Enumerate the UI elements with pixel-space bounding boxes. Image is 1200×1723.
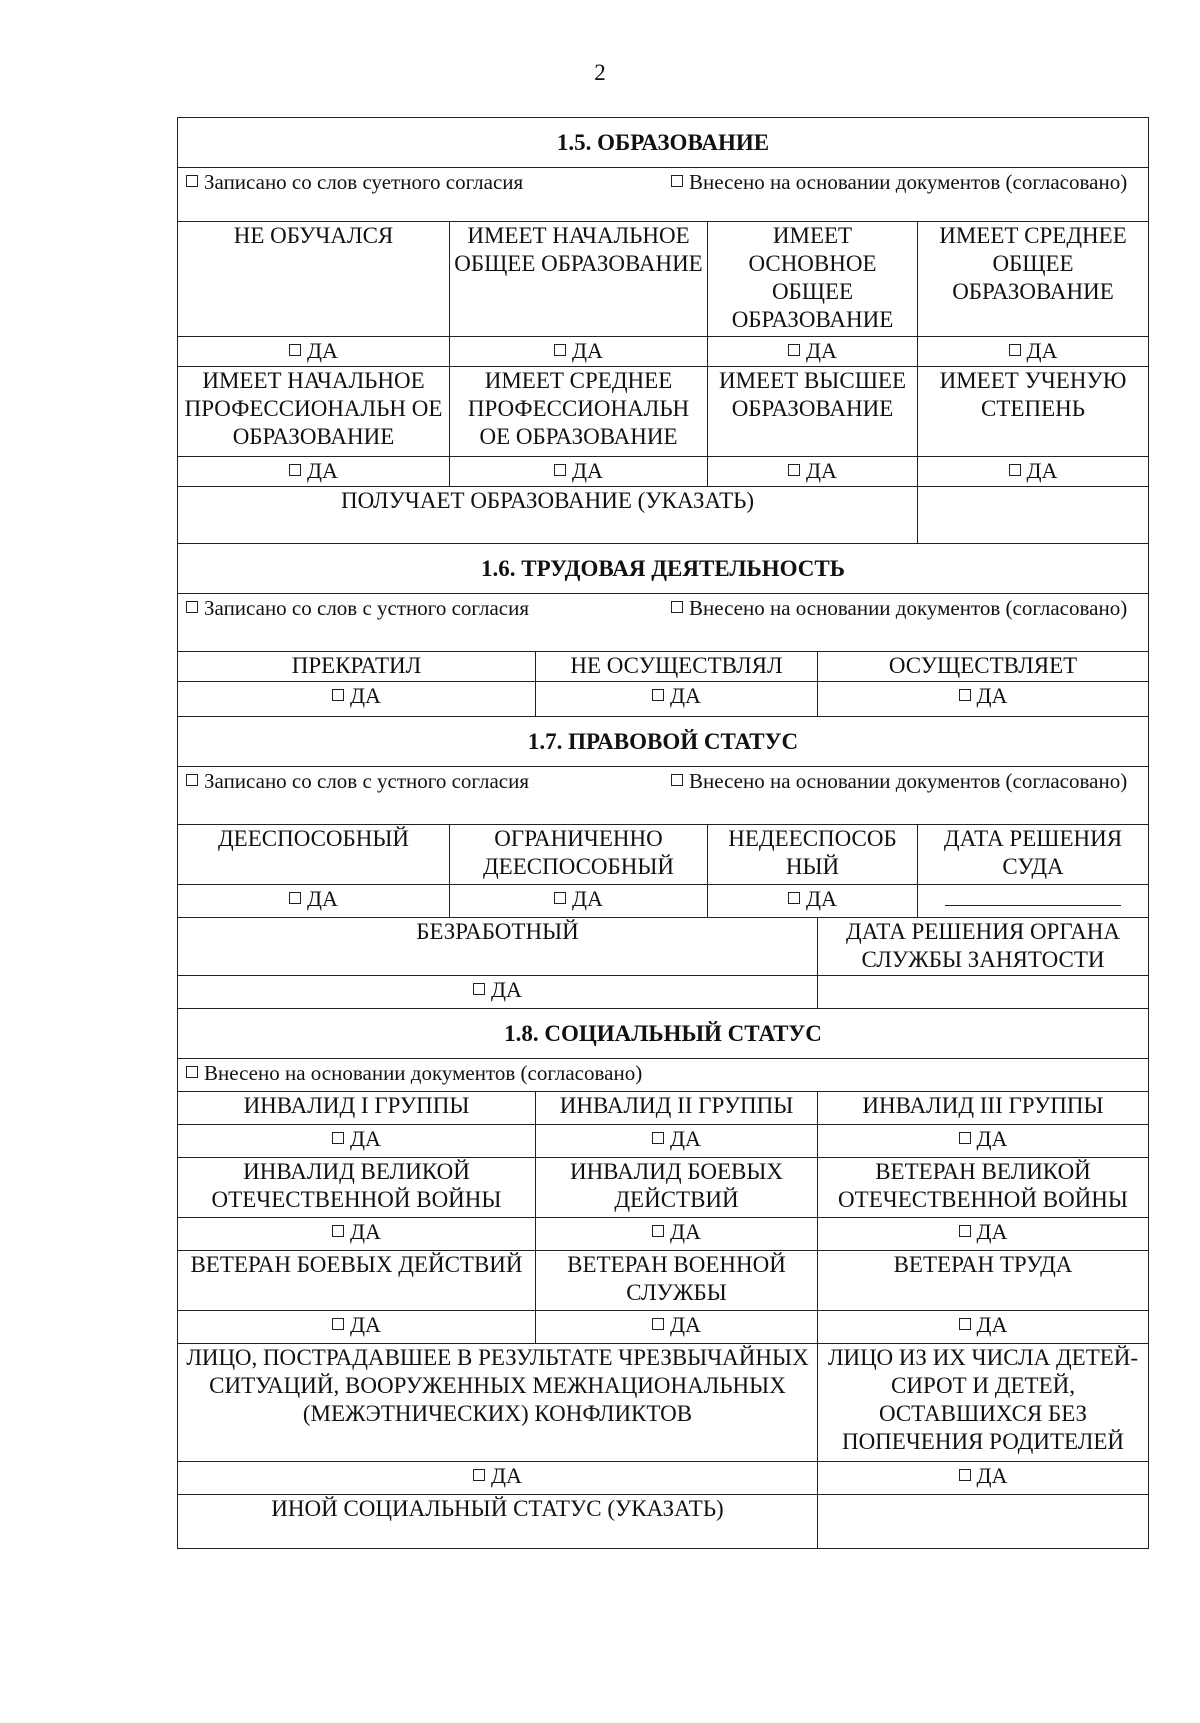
legal-documents-option[interactable]: Внесено на основании документов (согласовано) — [663, 767, 1148, 824]
veteran-row — [178, 1251, 1148, 1311]
yes-option[interactable]: ДА — [536, 1311, 818, 1343]
other-status-row — [178, 1495, 1148, 1548]
yes-option[interactable]: ДА — [178, 682, 536, 716]
yes-option[interactable]: ДА — [178, 1125, 536, 1157]
education-yes-row-2 — [178, 457, 1148, 487]
labor-documents-option[interactable]: Внесено на основании документов (согласовано) — [663, 594, 1148, 651]
section-social-title-row — [178, 1009, 1148, 1059]
checkbox-icon[interactable] — [332, 1132, 344, 1144]
checkbox-icon[interactable] — [332, 1225, 344, 1237]
labor-veteran-label: ВЕТЕРАН ТРУДА — [893, 1252, 1073, 1277]
war-status-yes-row — [178, 1218, 1148, 1251]
checkbox-icon[interactable] — [289, 464, 301, 476]
yes-option[interactable]: ДА — [178, 337, 450, 366]
education-verbal-consent-option[interactable]: Записано со слов суетного согласия — [178, 168, 663, 221]
checkbox-icon[interactable] — [332, 689, 344, 701]
receiving-education-label: ПОЛУЧАЕТ ОБРАЗОВАНИЕ (УКАЗАТЬ) — [178, 487, 918, 543]
combat-veteran-label: ВЕТЕРАН БОЕВЫХ ДЕЙСТВИЙ — [178, 1251, 536, 1310]
working-label: ОСУЩЕСТВЛЯЕТ — [888, 653, 1078, 678]
checkbox-icon[interactable] — [473, 983, 485, 995]
other-social-status-field[interactable] — [818, 1495, 1148, 1548]
limited-capable-label: ОГРАНИЧЕННО ДЕЕСПОСОБНЫЙ — [450, 825, 708, 884]
checkbox-icon[interactable] — [186, 601, 198, 613]
military-veteran-label: ВЕТЕРАН ВОЕННОЙ СЛУЖБЫ — [536, 1251, 818, 1310]
legal-capacity-row — [178, 825, 1148, 885]
stopped-label: ПРЕКРАТИЛ — [178, 652, 536, 681]
other-social-status-label: ИНОЙ СОЦИАЛЬНЫЙ СТАТУС (УКАЗАТЬ) — [178, 1495, 818, 1548]
disability-row — [178, 1092, 1148, 1125]
yes-option[interactable]: ДА — [178, 457, 450, 486]
checkbox-icon[interactable] — [788, 344, 800, 356]
checkbox-icon[interactable] — [554, 344, 566, 356]
checkbox-icon[interactable] — [959, 1225, 971, 1237]
yes-option[interactable]: ДА — [536, 1218, 818, 1250]
education-levels-row-2 — [178, 367, 1148, 457]
labor-yes-row — [178, 682, 1148, 717]
checkbox-icon[interactable] — [1009, 344, 1021, 356]
yes-option[interactable]: ДА — [536, 682, 818, 716]
court-decision-date-field[interactable] — [918, 885, 1148, 917]
checkbox-icon[interactable] — [652, 1132, 664, 1144]
yes-option[interactable]: ДА — [708, 457, 918, 486]
education-levels-row-1 — [178, 222, 1148, 337]
incapable-label: НЕДЕЕСПОСОБ НЫЙ — [708, 825, 918, 884]
employment-service-date-field[interactable] — [818, 976, 1148, 1008]
checkbox-icon[interactable] — [652, 1318, 664, 1330]
section-education-title-row — [178, 118, 1148, 168]
not-studied-label: НЕ ОБУЧАЛСЯ — [178, 222, 450, 336]
form-table — [177, 117, 1149, 1549]
yes-option[interactable]: ДА — [918, 457, 1148, 486]
labor-status-row — [178, 652, 1148, 682]
legal-yes-row — [178, 885, 1148, 918]
education-documents-option[interactable]: Внесено на основании документов (согласовано) — [663, 168, 1148, 221]
court-decision-date-label: ДАТА РЕШЕНИЯ СУДА — [943, 826, 1123, 879]
checkbox-icon[interactable] — [959, 1469, 971, 1481]
checkbox-icon[interactable] — [671, 175, 683, 187]
yes-option[interactable]: ДА — [178, 976, 818, 1008]
checkbox-icon[interactable] — [554, 464, 566, 476]
yes-option[interactable]: ДА — [708, 337, 918, 366]
checkbox-icon[interactable] — [671, 774, 683, 786]
section-social-title: 1.8. СОЦИАЛЬНЫЙ СТАТУС — [504, 1020, 822, 1046]
emergency-orphan-yes-row — [178, 1462, 1148, 1495]
war-status-row — [178, 1158, 1148, 1218]
disability-group-2-label: ИНВАЛИД II ГРУППЫ — [536, 1092, 818, 1124]
emergency-victim-label: ЛИЦО, ПОСТРАДАВШЕЕ В РЕЗУЛЬТАТЕ ЧРЕЗВЫЧАЙНЫХ СИТУАЦИЙ, ВООРУЖЕННЫХ МЕЖНАЦИОНАЛЬНЫХ (МЕЖЭТНИЧЕСКИХ) КОНФЛИКТОВ — [178, 1344, 818, 1461]
checkbox-icon[interactable] — [959, 1318, 971, 1330]
checkbox-icon[interactable] — [652, 1225, 664, 1237]
combat-disabled-label: ИНВАЛИД БОЕВЫХ ДЕЙСТВИЙ — [536, 1158, 818, 1217]
labor-verbal-consent-option[interactable]: Записано со слов с устного согласия — [178, 594, 663, 651]
section-labor-title: 1.6. ТРУДОВАЯ ДЕЯТЕЛЬНОСТЬ — [481, 555, 845, 581]
legal-source-row — [178, 767, 1148, 825]
orphan-label: ЛИЦО ИЗ ИХ ЧИСЛА ДЕТЕЙ-СИРОТ И ДЕТЕЙ, ОСТАВШИХСЯ БЕЗ ПОПЕЧЕНИЯ РОДИТЕЛЕЙ — [827, 1345, 1139, 1454]
legal-verbal-consent-option[interactable]: Записано со слов с устного согласия — [178, 767, 663, 824]
disability-group-3-label: ИНВАЛИД III ГРУППЫ — [862, 1093, 1104, 1118]
date-blank-line — [945, 887, 1121, 906]
employment-service-date-label: ДАТА РЕШЕНИЯ ОРГАНА СЛУЖБЫ ЗАНЯТОСТИ — [846, 919, 1120, 972]
education-yes-row-1 — [178, 337, 1148, 367]
yes-option[interactable]: ДА — [818, 1125, 1148, 1157]
checkbox-icon[interactable] — [959, 689, 971, 701]
yes-option[interactable]: ДА — [178, 1218, 536, 1250]
checkbox-icon[interactable] — [186, 1066, 198, 1078]
education-source-row — [178, 168, 1148, 222]
checkbox-icon[interactable] — [289, 344, 301, 356]
ww2-disabled-label: ИНВАЛИД ВЕЛИКОЙ ОТЕЧЕСТВЕННОЙ ВОЙНЫ — [178, 1158, 536, 1217]
checkbox-icon[interactable] — [186, 175, 198, 187]
yes-option[interactable]: ДА — [178, 1462, 818, 1494]
checkbox-icon[interactable] — [473, 1469, 485, 1481]
unemployed-row — [178, 918, 1148, 976]
labor-source-row — [178, 594, 1148, 652]
secondary-general-label: ИМЕЕТ СРЕДНЕЕ ОБЩЕЕ ОБРАЗОВАНИЕ — [939, 223, 1127, 304]
receiving-education-field[interactable] — [918, 487, 1148, 543]
checkbox-icon[interactable] — [788, 892, 800, 904]
yes-option[interactable]: ДА — [818, 1462, 1148, 1494]
disability-group-1-label: ИНВАЛИД I ГРУППЫ — [178, 1092, 536, 1124]
capable-label: ДЕЕСПОСОБНЫЙ — [178, 825, 450, 884]
yes-option[interactable]: ДА — [536, 1125, 818, 1157]
checkbox-icon[interactable] — [652, 689, 664, 701]
yes-option[interactable]: ДА — [178, 885, 450, 917]
checkbox-icon[interactable] — [332, 1318, 344, 1330]
primary-general-label: ИМЕЕТ НАЧАЛЬНОЕ ОБЩЕЕ ОБРАЗОВАНИЕ — [450, 222, 708, 336]
section-labor-title-row — [178, 544, 1148, 594]
checkbox-icon[interactable] — [554, 892, 566, 904]
ww2-veteran-label: ВЕТЕРАН ВЕЛИКОЙ ОТЕЧЕСТВЕННОЙ ВОЙНЫ — [838, 1159, 1128, 1212]
unemployed-yes-row — [178, 976, 1148, 1009]
yes-option[interactable]: ДА — [450, 457, 708, 486]
checkbox-icon[interactable] — [959, 1132, 971, 1144]
checkbox-icon[interactable] — [788, 464, 800, 476]
section-legal-title: 1.7. ПРАВОВОЙ СТАТУС — [527, 728, 799, 754]
yes-option[interactable]: ДА — [918, 337, 1148, 366]
page-number: 2 — [594, 60, 606, 85]
academic-degree-label: ИМЕЕТ УЧЕНУЮ СТЕПЕНЬ — [939, 368, 1127, 421]
section-legal-title-row — [178, 717, 1148, 767]
yes-option[interactable]: ДА — [818, 682, 1148, 716]
secondary-vocational-label: ИМЕЕТ СРЕДНЕЕ ПРОФЕССИОНАЛЬН ОЕ ОБРАЗОВАНИЕ — [450, 367, 708, 456]
checkbox-icon[interactable] — [1009, 464, 1021, 476]
yes-option[interactable]: ДА — [818, 1311, 1148, 1343]
yes-option[interactable]: ДА — [450, 337, 708, 366]
checkbox-icon[interactable] — [671, 601, 683, 613]
social-documents-option[interactable]: Внесено на основании документов (согласовано) — [178, 1059, 1148, 1091]
never-worked-label: НЕ ОСУЩЕСТВЛЯЛ — [536, 652, 818, 681]
yes-option[interactable]: ДА — [450, 885, 708, 917]
receiving-education-row — [178, 487, 1148, 544]
yes-option[interactable]: ДА — [818, 1218, 1148, 1250]
section-education-title: 1.5. ОБРАЗОВАНИЕ — [556, 129, 770, 155]
veteran-yes-row — [178, 1311, 1148, 1344]
social-source-row — [178, 1059, 1148, 1092]
checkbox-icon[interactable] — [186, 774, 198, 786]
disability-yes-row — [178, 1125, 1148, 1158]
yes-option[interactable]: ДА — [178, 1311, 536, 1343]
primary-vocational-label: ИМЕЕТ НАЧАЛЬНОЕ ПРОФЕССИОНАЛЬН ОЕ ОБРАЗОВАНИЕ — [178, 367, 450, 456]
checkbox-icon[interactable] — [289, 892, 301, 904]
unemployed-label: БЕЗРАБОТНЫЙ — [178, 918, 818, 975]
yes-option[interactable]: ДА — [708, 885, 918, 917]
emergency-orphan-row — [178, 1344, 1148, 1462]
basic-general-label: ИМЕЕТ ОСНОВНОЕ ОБЩЕЕ ОБРАЗОВАНИЕ — [708, 222, 918, 336]
higher-education-label: ИМЕЕТ ВЫСШЕЕ ОБРАЗОВАНИЕ — [708, 367, 918, 456]
